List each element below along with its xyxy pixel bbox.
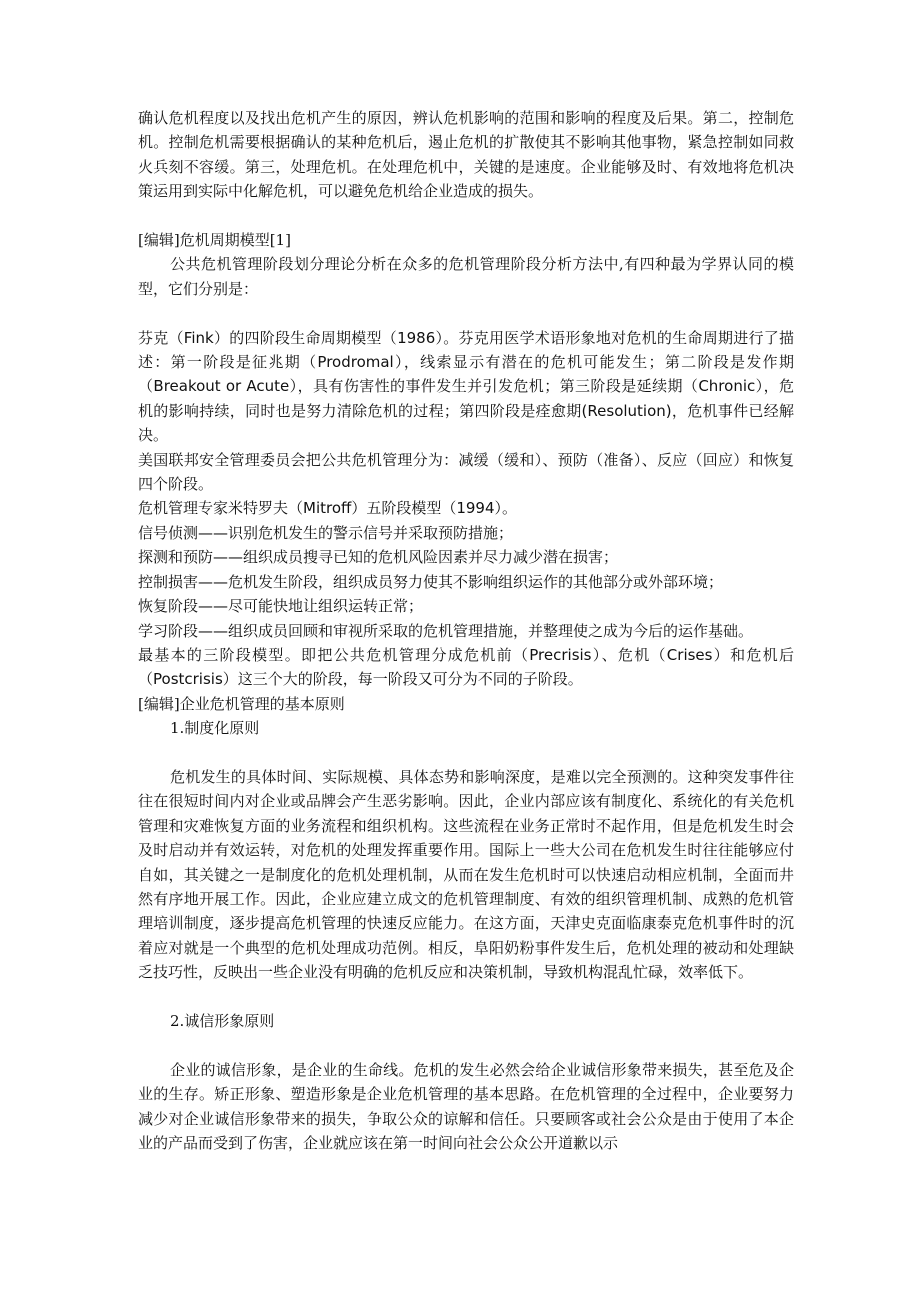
paragraph-mitroff-model: 危机管理专家米特罗夫（Mitroff）五阶段模型（1994）。 [138,499,518,518]
section-heading-principles: [编辑]企业危机管理的基本原则 [138,694,345,713]
list-item: 控制损害——危机发生阶段，组织成员努力使其不影响组织运作的其他部分或外部环境； [138,572,724,591]
paragraph-three-stage-model: 最基本的三阶段模型。即把公共危机管理分成危机前（Precrisis）、危机（Crises）和危机后（Postcrisis）这三个大的阶段，每一阶段又可分为不同的子阶段。 [138,645,794,689]
principle-1-body: 危机发生的具体时间、实际规模、具体态势和影响深度，是难以完全预测的。这种突发事件往往在很短时间内对企业或品牌会产生恶劣影响。因此，企业内部应该有制度化、系统化的有关危机管理和灾难恢复方面的业务流程和组织机构。这些流程在业务正常时不起作用，但是危机发生时会及时启动并有效运转，对危机的处理发挥重要作用。国际上一些大公司在危机发生时往往能够应付自如，其关键之一是制度化的危机处理机制，从而在发生危机时可以快速启动相应机制，全面而井然有序地开展工作。因此，企业应建立成文的危机管理制度、有效的组织管理机制、成熟的危机管理培训制度，逐步提高危机管理的快速反应能力。在这方面，天津史克面临康泰克危机事件时的沉着应对就是一个典型的危机处理成功范例。相反，阜阳奶粉事件发生后，危机处理的被动和处理缺乏技巧性，反映出一些企业没有明确的危机反应和决策机制，导致机构混乱忙碌，效率低下。 [138,767,794,982]
section-heading-crisis-cycle: [编辑]危机周期模型[1] [138,231,291,250]
spacer [138,741,794,765]
principle-2-body: 企业的诚信形象，是企业的生命线。危机的发生必然会给企业诚信形象带来损失，甚至危及企业的生存。矫正形象、塑造形象是企业危机管理的基本思路。在危机管理的全过程中，企业要努力减少对企业诚信形象带来的损失，争取公众的谅解和信任。只要顾客或社会公众是由于使用了本企业的产品而受到了伤害，企业就应该在第一时间向社会公众公开道歉以示 [138,1060,794,1152]
list-item: 信号侦测——识别危机发生的警示信号并采取预防措施； [138,523,514,542]
paragraph-fema-model: 美国联邦安全管理委员会把公共危机管理分为：减缓（缓和）、预防（准备）、反应（回应）和恢复四个阶段。 [138,450,794,494]
list-item: 学习阶段——组织成员回顾和审视所采取的危机管理措施，并整理使之成为今后的运作基础。 [138,621,754,640]
principle-1-title: 1.制度化原则 [170,719,260,738]
spacer [138,1033,794,1057]
spacer [138,301,794,325]
spacer [138,204,794,228]
list-item: 恢复阶段——尽可能快地让组织运转正常； [138,597,424,616]
paragraph-intro: 确认危机程度以及找出危机产生的原因，辨认危机影响的范围和影响的程度及后果。第二，控制危机。控制危机需要根据确认的某种危机后，遏止危机的扩散使其不影响其他事物，紧急控制如同救火兵刻不容缓。第三，处理危机。在处理危机中，关键的是速度。企业能够及时、有效地将危机决策运用到实际中化解危机，可以避免危机给企业造成的损失。 [138,109,794,201]
spacer [138,985,794,1009]
paragraph-fink-model: 芬克（Fink）的四阶段生命周期模型（1986）。芬克用医学术语形象地对危机的生命周期进行了描述：第一阶段是征兆期（Prodromal），线索显示有潜在的危机可能发生；第二阶段是发作期（Breakout or Acute），具有伤害性的事件发生并引发危机；第三阶段是延续期（Chronic），危机的影响持续，同时也是努力清除危机的过程；第四阶段是痊愈期(Resolution)，危机事件已经解决。 [138,328,794,445]
document-page [138,106,794,1155]
principle-2-title: 2.诚信形象原则 [170,1011,275,1030]
list-item: 探测和预防——组织成员搜寻已知的危机风险因素并尽力减少潜在损害； [138,548,619,567]
paragraph-models-intro: 公共危机管理阶段划分理论分析在众多的危机管理阶段分析方法中,有四种最为学界认同的模型，它们分别是： [138,255,794,298]
